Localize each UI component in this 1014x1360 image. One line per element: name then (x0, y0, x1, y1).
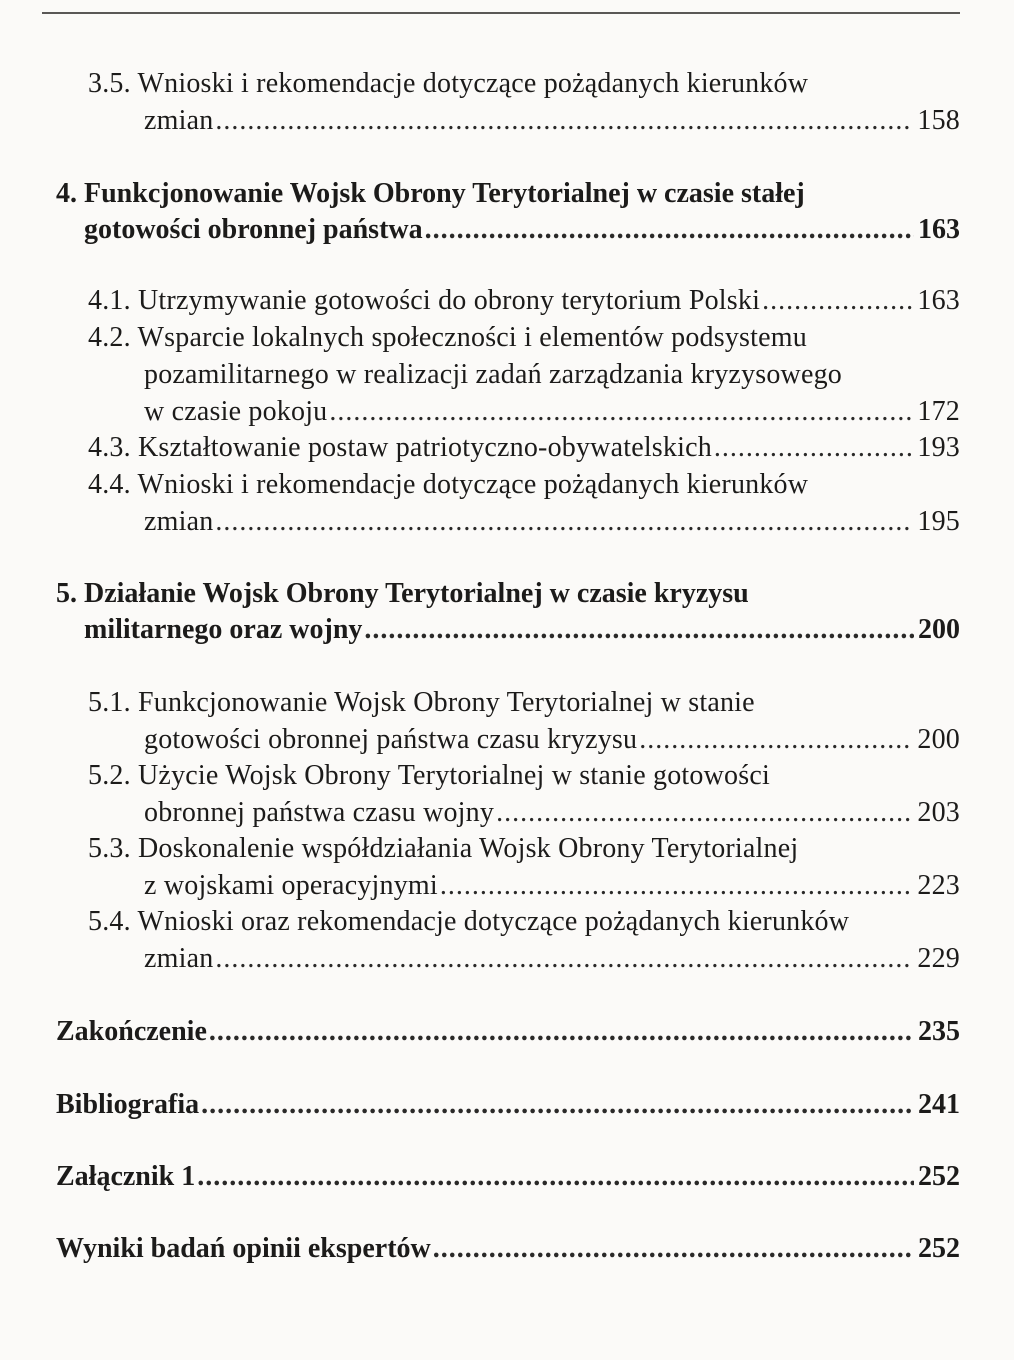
dot-leader (215, 943, 913, 975)
entry-title-line1: Funkcjonowanie Wojsk Obrony Terytorialnej w czasie stałej (84, 178, 805, 209)
toc-entry-4-2 (88, 322, 807, 354)
entry-title-line2: z wojskami operacyjnymi (144, 870, 438, 901)
entry-title-line2: militarnego oraz wojny (84, 614, 363, 645)
entry-title: Załącznik 1 (56, 1161, 196, 1192)
dot-leader (201, 1089, 914, 1121)
page-number: 223 (917, 870, 960, 901)
entry-title-line1: Użycie Wojsk Obrony Terytorialnej w stanie gotowości (138, 760, 770, 791)
toc-bibliography (56, 1089, 960, 1121)
entry-title-line1: Utrzymywanie gotowości do obrony terytorium Polski (138, 285, 761, 316)
dot-leader (433, 1233, 914, 1265)
entry-title-line1: Wsparcie lokalnych społeczności i elementów podsystemu (137, 322, 807, 353)
dot-leader (714, 432, 913, 464)
toc-entry-4-4 (88, 469, 808, 501)
dot-leader (496, 797, 913, 829)
toc-appendix-1 (56, 1161, 960, 1193)
toc-entry-5-1-leader (144, 724, 960, 756)
entry-number: 4.2. (88, 322, 131, 353)
dot-leader (215, 506, 913, 538)
toc-chapter-5-leader (84, 614, 960, 646)
toc-entry-4-4-leader (144, 506, 960, 538)
entry-title-line2: pozamilitarnego w realizacji zadań zarządzania kryzysowego (144, 359, 843, 390)
entry-title: Wyniki badań opinii ekspertów (56, 1233, 431, 1264)
toc-entry-5-3-leader (144, 870, 960, 902)
entry-number: 5.3. (88, 833, 131, 864)
toc-chapter-4-leader (84, 214, 960, 246)
toc-entry-5-1 (88, 687, 755, 719)
entry-title-line2: zmian (144, 943, 214, 974)
dot-leader (197, 1161, 914, 1193)
dot-leader (329, 396, 913, 428)
dot-leader (364, 614, 914, 646)
entry-title-line2: obronnej państwa czasu wojny (144, 797, 495, 828)
entry-title-line2: zmian (144, 506, 214, 537)
page-number: 172 (917, 396, 960, 427)
dot-leader (215, 105, 913, 137)
page-number: 252 (918, 1233, 960, 1264)
entry-title-line1: Wnioski i rekomendacje dotyczące pożądanych kierunków (137, 469, 809, 500)
toc-entry-5-2-leader (144, 797, 960, 829)
toc-entry-5-2 (88, 760, 770, 792)
entry-number: 4.4. (88, 469, 131, 500)
entry-number: 4.1. (88, 285, 131, 316)
entry-title-line1: Wnioski oraz rekomendacje dotyczące pożądanych kierunków (137, 906, 850, 937)
page-number: 241 (918, 1089, 960, 1120)
page-number: 229 (917, 943, 960, 974)
page-number: 195 (917, 506, 960, 537)
entry-number: 4. (56, 178, 77, 209)
entry-title-line2: zmian (144, 105, 214, 136)
toc-entry-5-4-leader (144, 943, 960, 975)
toc-entry-4-1 (88, 285, 960, 317)
page-number: 163 (918, 214, 960, 245)
dot-leader (762, 285, 913, 317)
entry-number: 5.2. (88, 760, 131, 791)
entry-number: 5.4. (88, 906, 131, 937)
toc-entry-4-3 (88, 432, 960, 464)
entry-title-line1: Wnioski i rekomendacje dotyczące pożądanych kierunków (137, 68, 809, 99)
entry-title-line1: Działanie Wojsk Obrony Terytorialnej w czasie kryzysu (84, 578, 749, 609)
toc-conclusion (56, 1016, 960, 1048)
top-rule (42, 12, 960, 14)
toc-expert-survey (56, 1233, 960, 1265)
entry-title: Bibliografia (56, 1089, 200, 1120)
entry-number: 3.5. (88, 68, 131, 99)
page-number: 235 (918, 1016, 960, 1047)
page-number: 200 (917, 724, 960, 755)
entry-title-line1: Doskonalenie współdziałania Wojsk Obrony Terytorialnej (138, 833, 799, 864)
toc-entry-3-5 (88, 68, 808, 100)
toc-chapter-4 (56, 178, 805, 210)
page-number: 203 (917, 797, 960, 828)
page-number: 200 (918, 614, 960, 645)
entry-title-line3: w czasie pokoju (144, 396, 328, 427)
entry-title-line2: gotowości obronnej państwa czasu kryzysu (144, 724, 638, 755)
dot-leader (209, 1016, 914, 1048)
page-number: 193 (917, 432, 960, 463)
page-number: 252 (918, 1161, 960, 1192)
entry-title-line2: gotowości obronnej państwa (84, 214, 423, 245)
toc-entry-3-5-leader (144, 105, 960, 137)
dot-leader (425, 214, 914, 246)
page-number: 163 (917, 285, 960, 316)
toc-chapter-5 (56, 578, 749, 610)
entry-title: Zakończenie (56, 1016, 207, 1047)
toc-entry-5-3 (88, 833, 798, 865)
entry-number: 4.3. (88, 432, 131, 463)
toc-entry-5-4 (88, 906, 849, 938)
entry-number: 5.1. (88, 687, 131, 718)
toc-entry-4-2-leader (144, 396, 960, 428)
entry-title-line1: Kształtowanie postaw patriotyczno-obywatelskich (138, 432, 712, 463)
entry-number: 5. (56, 578, 77, 609)
entry-title-line1: Funkcjonowanie Wojsk Obrony Terytorialnej w stanie (138, 687, 755, 718)
dot-leader (440, 870, 914, 902)
page-number: 158 (917, 105, 960, 136)
dot-leader (639, 724, 913, 756)
